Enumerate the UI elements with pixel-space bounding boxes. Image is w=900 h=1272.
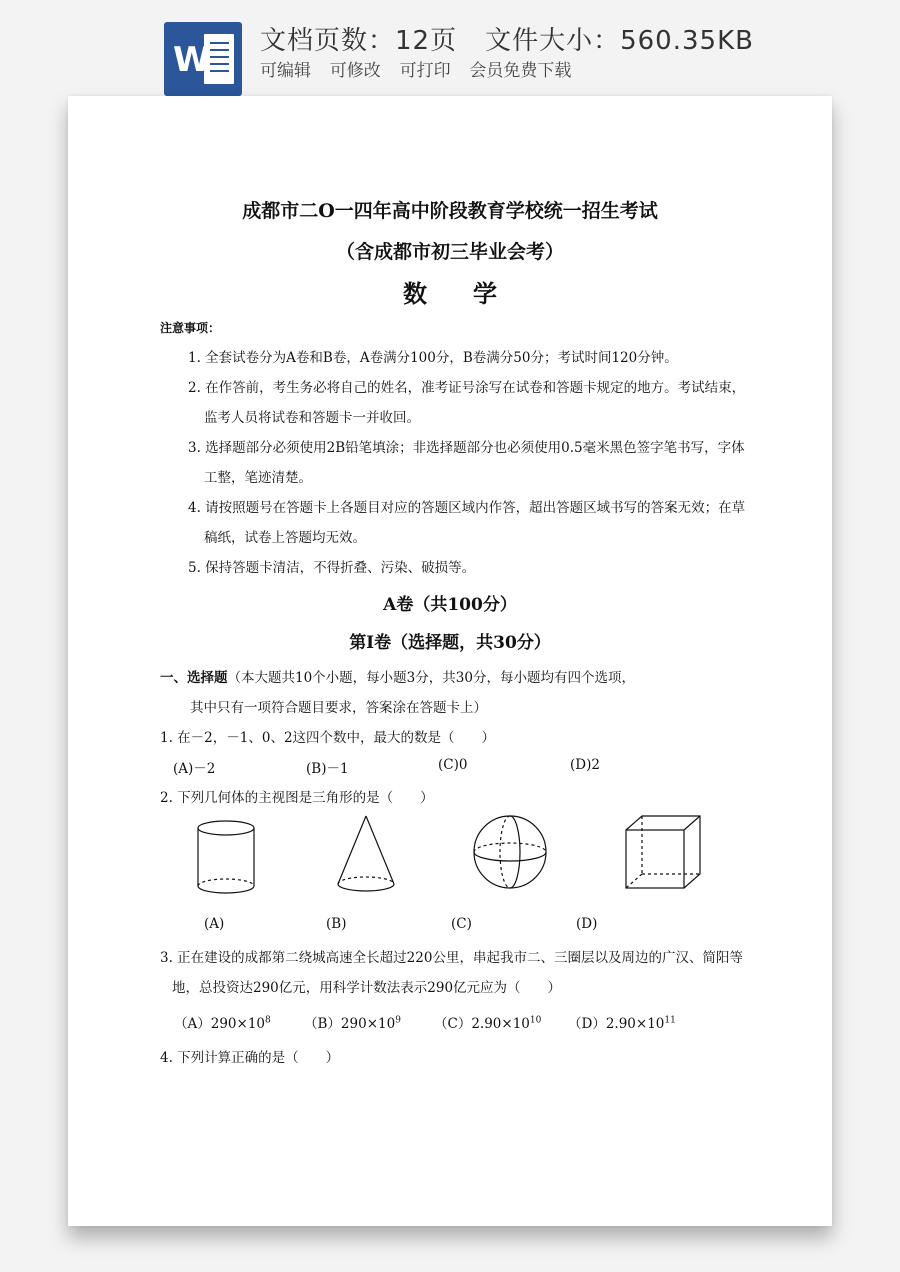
notice-2: 2. 在作答前，考生务必将自己的姓名，准考证号涂写在试卷和答题卡规定的地方。考试结束，	[188, 380, 746, 396]
notice-4: 4. 请按照题号在答题卡上各题目对应的答题区域内作答，超出答题区域书写的答案无效；在草	[188, 500, 746, 516]
question-3-cont: 地，总投资达290亿元，用科学计数法表示290亿元应为（ ）	[172, 980, 562, 996]
notice-4-cont: 稿纸，试卷上答题均无效。	[204, 530, 366, 546]
section-a-heading: A卷（共100分）	[383, 595, 517, 615]
q2-label-d: (D)	[576, 916, 598, 932]
sphere-figure	[474, 816, 546, 888]
question-3: 3. 正在建设的成都第二绕城高速全长超过220公里，串起我市二、三圈层以及周边的广汉、简阳等	[160, 950, 743, 966]
notice-1: 1. 全套试卷分为A卷和B卷，A卷满分100分，B卷满分50分；考试时间120分钟。	[188, 350, 678, 366]
exam-title: 成都市二O一四年高中阶段教育学校统一招生考试	[242, 200, 658, 222]
cylinder-figure	[198, 821, 254, 893]
feature-list: 可编辑 可修改 可打印 会员免费下载	[260, 61, 572, 81]
section-1-heading: 第I卷（选择题，共30分）	[349, 633, 551, 653]
q1-option-d: (D)2	[570, 757, 600, 773]
question-1: 1. 在－2，－1、0、2这四个数中，最大的数是（ ）	[160, 730, 496, 746]
cube-figure	[626, 816, 700, 888]
part1-instructions	[160, 666, 635, 686]
question-4: 4. 下列计算正确的是（ ）	[160, 1050, 340, 1066]
notice-heading: 注意事项：	[160, 321, 221, 335]
notice-3-cont: 工整，笔迹清楚。	[204, 470, 312, 486]
cone-figure	[338, 816, 394, 891]
q1-option-a: (A)－2	[173, 761, 216, 777]
q3-option-b: $(B)290\times 10^9$	[304, 1015, 401, 1032]
file-size: 文件大小：560.35KB	[485, 26, 754, 56]
notice-2-cont: 监考人员将试卷和答题卡一并收回。	[204, 410, 420, 426]
part1-text2: 其中只有一项符合题目要求，答案涂在答题卡上）	[190, 700, 487, 716]
part1-text: （本大题共10个小题，每小题3分，共30分，每小题均有四个选项，	[227, 670, 635, 686]
q2-label-c: (C)	[451, 916, 472, 932]
q2-label-a: (A)	[204, 916, 225, 932]
download-banner	[0, 0, 900, 96]
q3-option-c: $(C)2.90\times 10^{10}$	[434, 1015, 542, 1032]
q3-option-a: $(A)290\times 10^8$	[174, 1015, 271, 1032]
document-page	[68, 96, 832, 1226]
subject-title: 数学	[403, 279, 543, 308]
word-doc-icon	[164, 22, 242, 96]
question-2: 2. 下列几何体的主视图是三角形的是（ ）	[160, 790, 434, 806]
geometry-figures	[178, 814, 738, 904]
q1-option-c: (C)0	[438, 757, 468, 773]
q2-label-b: (B)	[326, 916, 347, 932]
q1-option-b: (B)－1	[306, 761, 349, 777]
page-count: 文档页数：12页	[260, 26, 458, 56]
q3-option-d: $(D)2.90\times 10^{11}$	[568, 1015, 676, 1032]
notice-3: 3. 选择题部分必须使用2B铅笔填涂；非选择题部分也必须使用0.5毫米黑色签字笔书写，字体	[188, 440, 745, 456]
notice-5: 5. 保持答题卡清洁，不得折叠、污染、破损等。	[188, 560, 476, 576]
exam-subtitle: （含成都市初三毕业会考）	[335, 241, 564, 263]
part1-lead: 一、选择题	[160, 670, 228, 686]
word-icon-letter: W	[173, 40, 211, 80]
